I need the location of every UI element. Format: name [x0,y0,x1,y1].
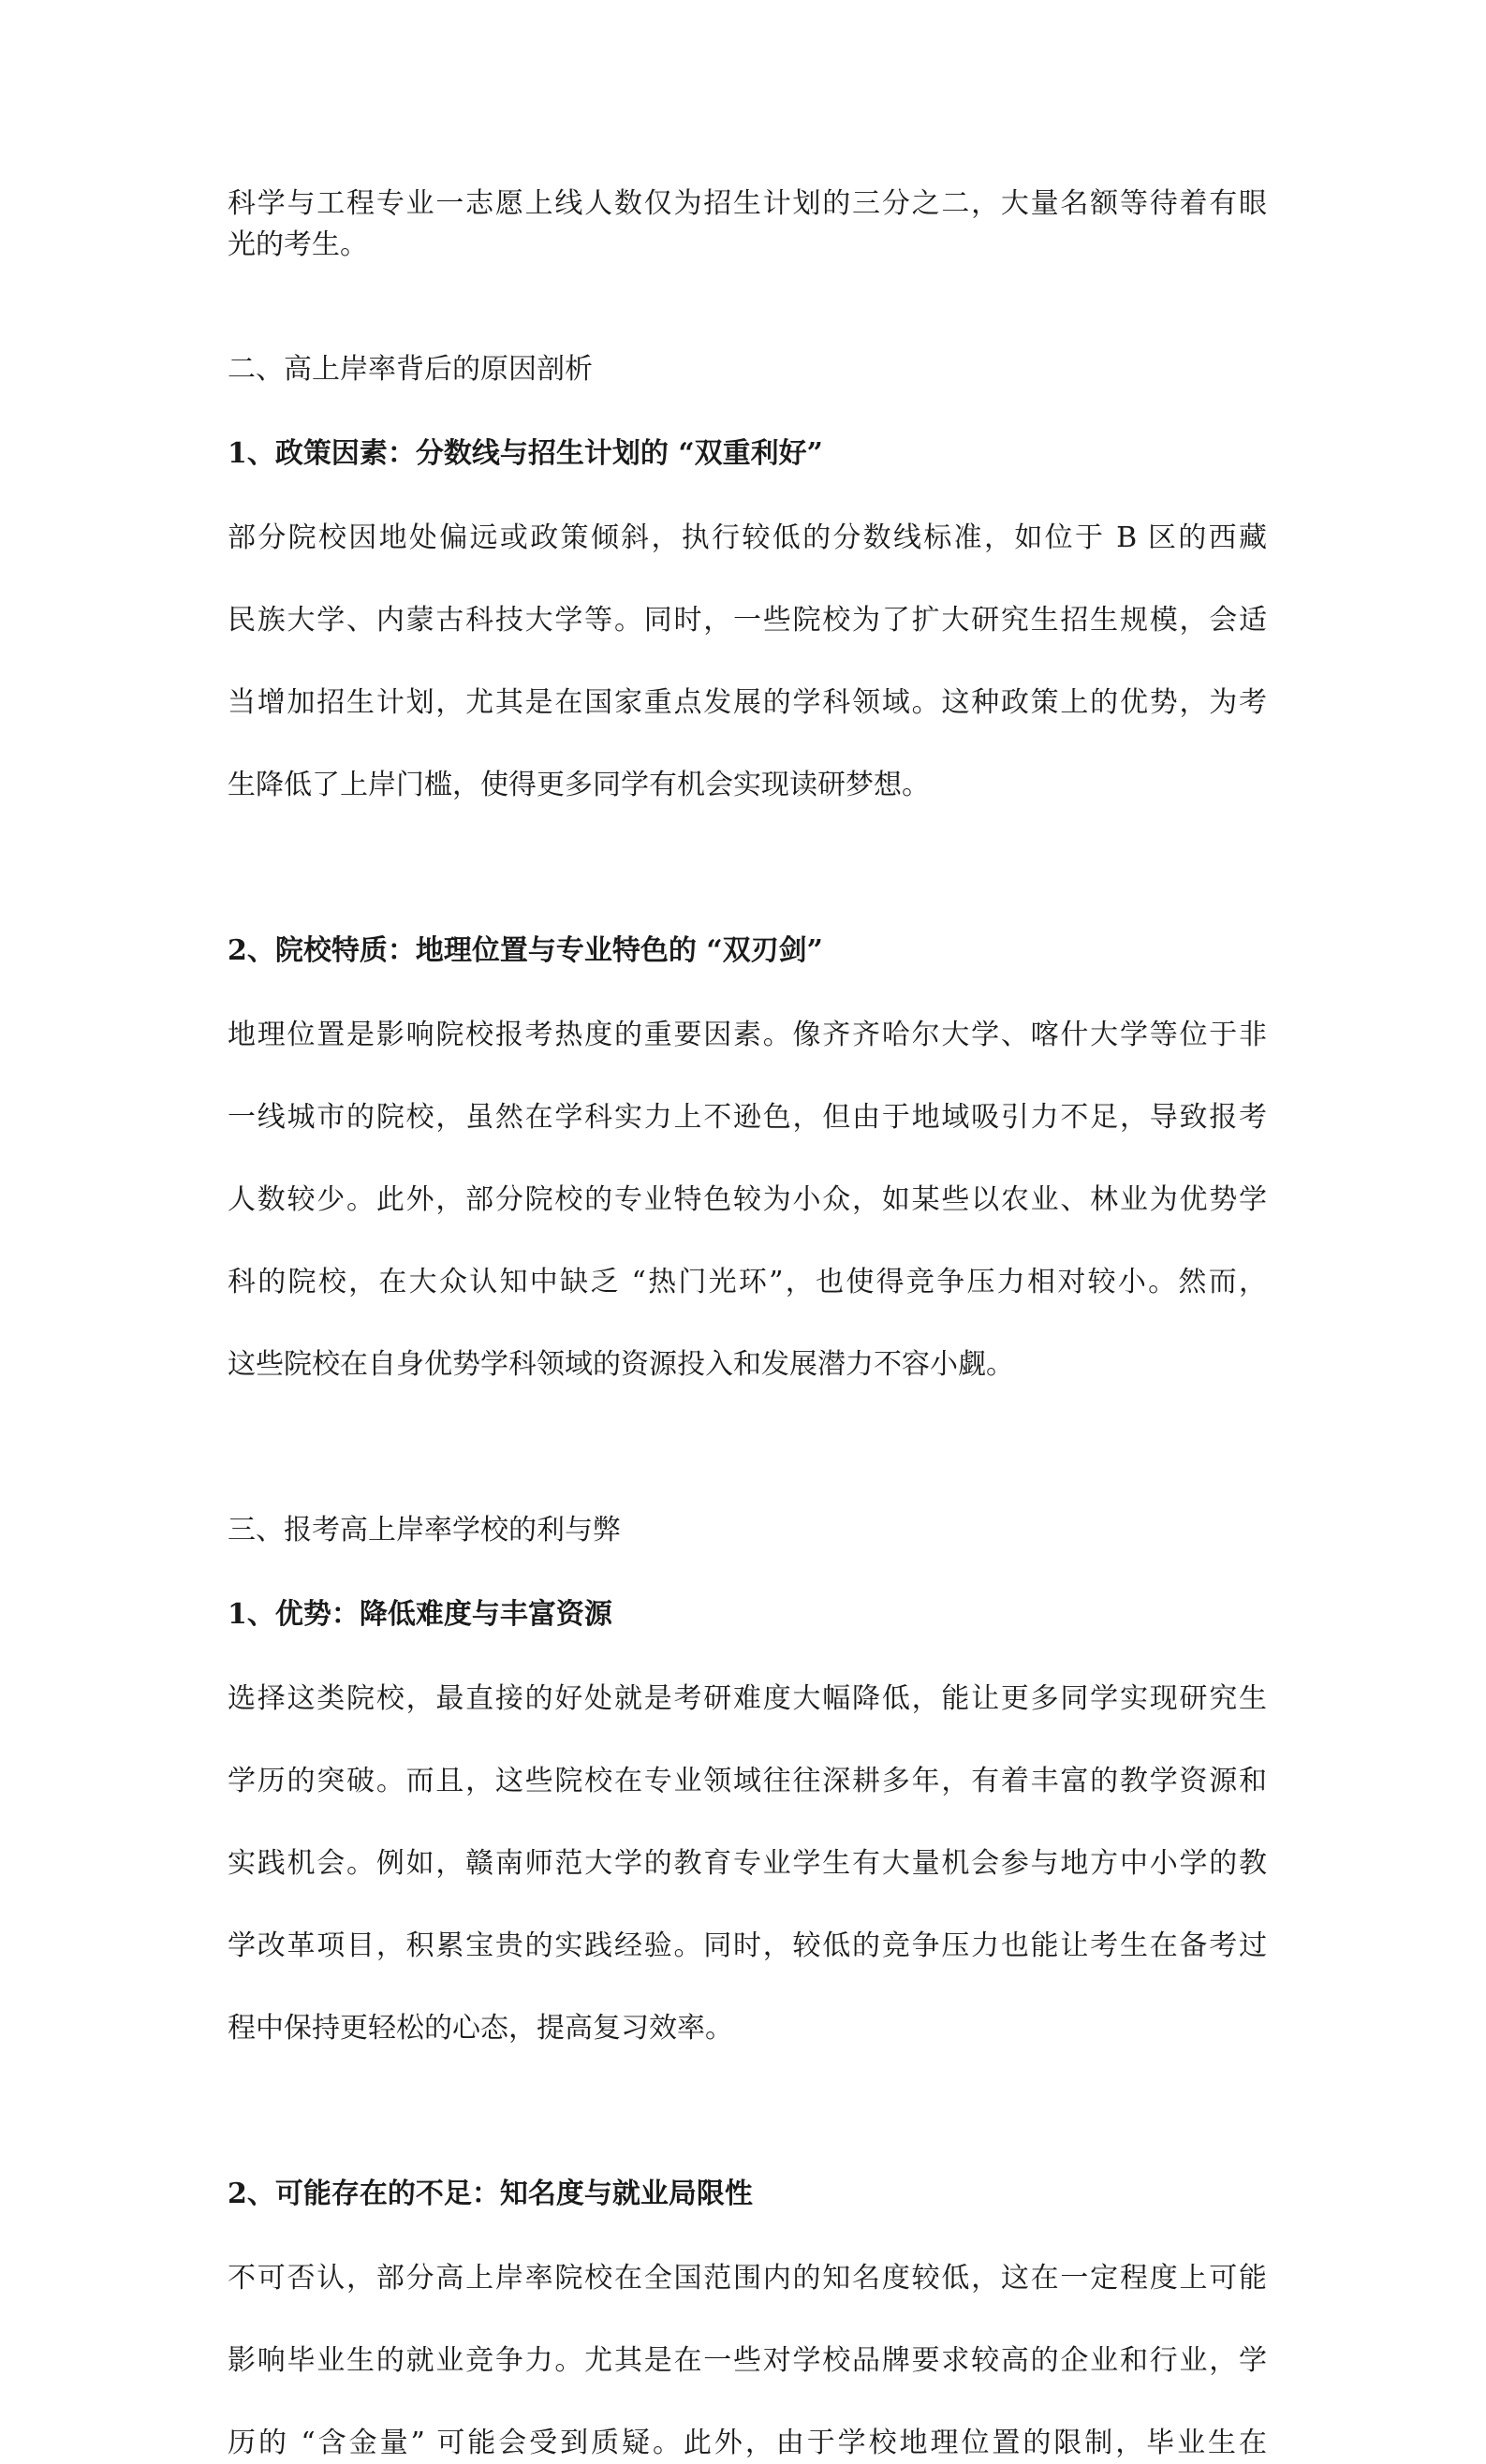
paragraph-line: 人数较少。此外，部分院校的专业特色较为小众，如某些以农业、林业为优势学 [228,1183,1267,1216]
paragraph-line: 部分院校因地处偏远或政策倾斜，执行较低的分数线标准，如位于 B 区的西藏 [228,521,1267,554]
paragraph-2-1 [228,518,1267,806]
paragraph-line: 历的 “含金量” 可能会受到质疑。此外，由于学校地理位置的限制，毕业生在 [228,2427,1267,2459]
section-heading-2: 二、高上岸率背后的原因剖析 [228,353,593,386]
paragraph-line: 民族大学、内蒙古科技大学等。同时，一些院校为了扩大研究生招生规模，会适 [228,604,1267,637]
paragraph-line: 程中保持更轻松的心态，提高复习效率。 [228,2012,733,2045]
paragraph-line: 学历的突破。而且，这些院校在专业领域往往深耕多年，有着丰富的教学资源和 [228,1765,1267,1797]
paragraph-3-2 [228,2258,1267,2464]
paragraph-line: 影响毕业生的就业竞争力。尤其是在一些对学校品牌要求较高的企业和行业，学 [228,2344,1267,2377]
paragraph-line: 当增加招生计划，尤其是在国家重点发展的学科领域。这种政策上的优势，为考 [228,686,1267,719]
subsection-heading-3-2: 2、可能存在的不足：知名度与就业局限性 [228,2178,753,2210]
paragraph-line: 这些院校在自身优势学科领域的资源投入和发展潜力不容小觑。 [228,1348,1014,1381]
paragraph-line: 不可否认，部分高上岸率院校在全国范围内的知名度较低，这在一定程度上可能 [228,2262,1267,2295]
paragraph-2-2 [228,1015,1267,1386]
paragraph-line: 学改革项目，积累宝贵的实践经验。同时，较低的竞争压力也能让考生在备考过 [228,1929,1267,1962]
subsection-heading-2-2: 2、院校特质：地理位置与专业特色的 “双刃剑” [228,934,823,967]
paragraph-line: 选择这类院校，最直接的好处就是考研难度大幅降低，能让更多同学实现研究生 [228,1682,1267,1715]
section-heading-3: 三、报考高上岸率学校的利与弊 [228,1514,621,1547]
paragraph-line: 科学与工程专业一志愿上线人数仅为招生计划的三分之二，大量名额等待着有眼 [228,187,1267,220]
paragraph-line: 一线城市的院校，虽然在学科实力上不逊色，但由于地域吸引力不足，导致报考 [228,1101,1267,1134]
paragraph-3-1 [228,1679,1267,2049]
paragraph-line: 生降低了上岸门槛，使得更多同学有机会实现读研梦想。 [228,769,930,801]
intro-paragraph [228,183,1267,266]
subsection-heading-2-1: 1、政策因素：分数线与招生计划的 “双重利好” [228,437,823,470]
paragraph-line: 地理位置是影响院校报考热度的重要因素。像齐齐哈尔大学、喀什大学等位于非 [228,1019,1267,1051]
paragraph-line: 光的考生。 [228,228,368,261]
subsection-heading-3-1: 1、优势：降低难度与丰富资源 [228,1598,612,1631]
paragraph-line: 实践机会。例如，赣南师范大学的教育专业学生有大量机会参与地方中小学的教 [228,1847,1267,1880]
document-body [228,183,1267,2464]
paragraph-line: 科的院校，在大众认知中缺乏 “热门光环”，也使得竞争压力相对较小。然而， [228,1266,1267,1298]
